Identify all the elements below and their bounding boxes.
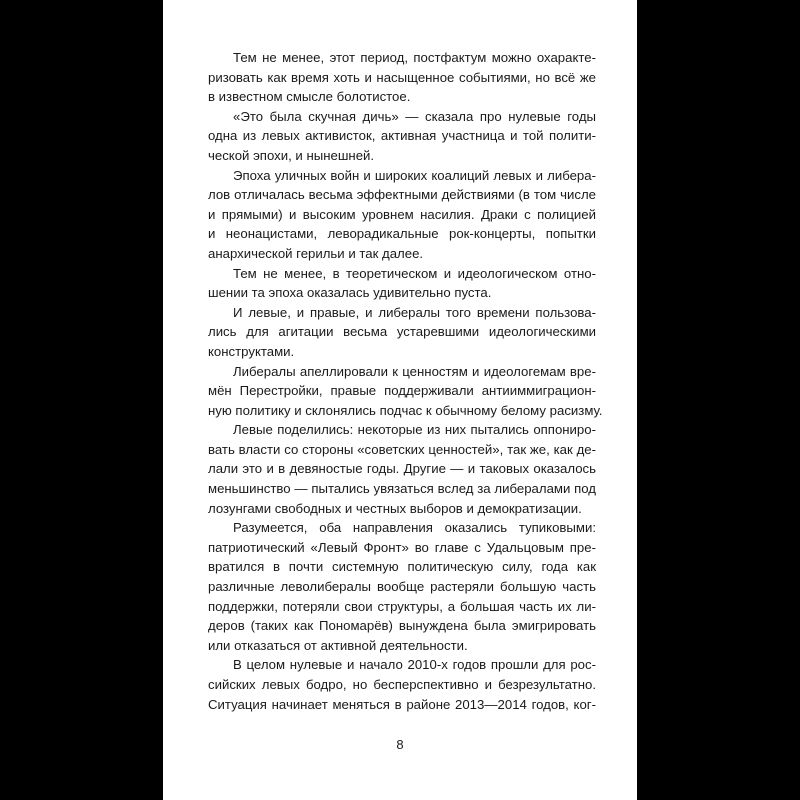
text-line: лись для агитации весьма устаревшими идеологическими <box>208 324 596 340</box>
text-line: В целом нулевые и начало 2010-х годов прошли для рос- <box>233 657 596 673</box>
text-line: шении та эпоха оказалась удивительно пуста. <box>208 285 492 301</box>
text-line: лозунгами свободных и честных выборов и демократизации. <box>208 500 582 516</box>
text-line: сийских левых бодро, но бесперспективно и безрезультатно. <box>208 677 596 692</box>
paragraph <box>208 303 596 362</box>
paragraph <box>208 362 603 421</box>
text-line: анархической герильи и так далее. <box>208 245 424 261</box>
text-line: Эпоха уличных войн и широких коалиций левых и либера- <box>233 167 596 183</box>
text-line: одна из левых активисток, активная участница и той полити- <box>208 128 596 144</box>
text-line: и прямыми) и высоким уровнем насилия. Драки с полицией <box>208 206 596 222</box>
paragraph <box>208 166 596 264</box>
text-line: различные леволибералы вообще растеряли большую часть <box>208 579 596 595</box>
text-line: конструктами. <box>208 343 295 359</box>
text-line: вать власти со стороны «советских ценностей», так же, как де- <box>208 441 596 457</box>
text-line: мён Перестройки, правые поддерживали антииммиграцион- <box>208 383 596 399</box>
text-line: Левые поделились: некоторые из них пытались оппониро- <box>233 422 596 438</box>
paragraph <box>208 655 596 714</box>
text-line: И левые, и правые, и либералы того времени пользова- <box>233 304 596 320</box>
text-line: лов отличалась весьма эффектными действиями (в том числе <box>208 187 596 203</box>
text-line: ческой эпохи, и нынешней. <box>208 147 375 163</box>
text-line: в известном смысле болотистое. <box>208 89 411 105</box>
text-line: Разумеется, оба направления оказались тупиковыми: <box>233 520 596 536</box>
text-line: Либералы апеллировали к ценностям и идеологемам вре- <box>233 363 596 379</box>
paragraph <box>208 264 596 303</box>
text-line: ную политику и склонялись подчас к обычному белому расизму. <box>208 402 603 418</box>
text-line: деров (таких как Пономарёв) вынуждена была эмигрировать <box>208 618 596 634</box>
paragraph <box>208 420 596 518</box>
text-line: вратился в почти системную политическую силу, года как <box>208 559 596 575</box>
paragraph <box>208 107 596 166</box>
text-line: Тем не менее, этот период, постфактум можно охаракте- <box>233 50 596 65</box>
text-line: патриотический «Левый Фронт» во главе с Удальцовым пре- <box>208 539 596 555</box>
page-number: 8 <box>396 737 404 752</box>
text-line: ризовать как время хоть и насыщенное событиями, но всё же <box>208 69 596 85</box>
text-line: Тем не менее, в теоретическом и идеологическом отно- <box>233 265 596 281</box>
text-line: и неонацистами, леворадикальные рок-концерты, попытки <box>208 226 596 242</box>
text-line: «Это была скучная дичь» — сказала про нулевые годы <box>233 108 596 124</box>
text-line: лали это и в девяностые годы. Другие — и таковых оказалось <box>208 461 596 477</box>
body-text <box>208 48 603 714</box>
paragraph <box>208 48 596 107</box>
text-line: или отказаться от активной деятельности. <box>208 637 468 653</box>
text-line: Ситуация начинает меняться в районе 2013—2014 годов, ког- <box>208 696 596 712</box>
book-page <box>163 0 637 800</box>
text-line: поддержки, потеряли свои структуры, а большая часть их ли- <box>208 598 596 614</box>
paragraph <box>208 518 596 655</box>
text-line: меньшинство — пытались увязаться вслед за либералами под <box>208 481 596 497</box>
